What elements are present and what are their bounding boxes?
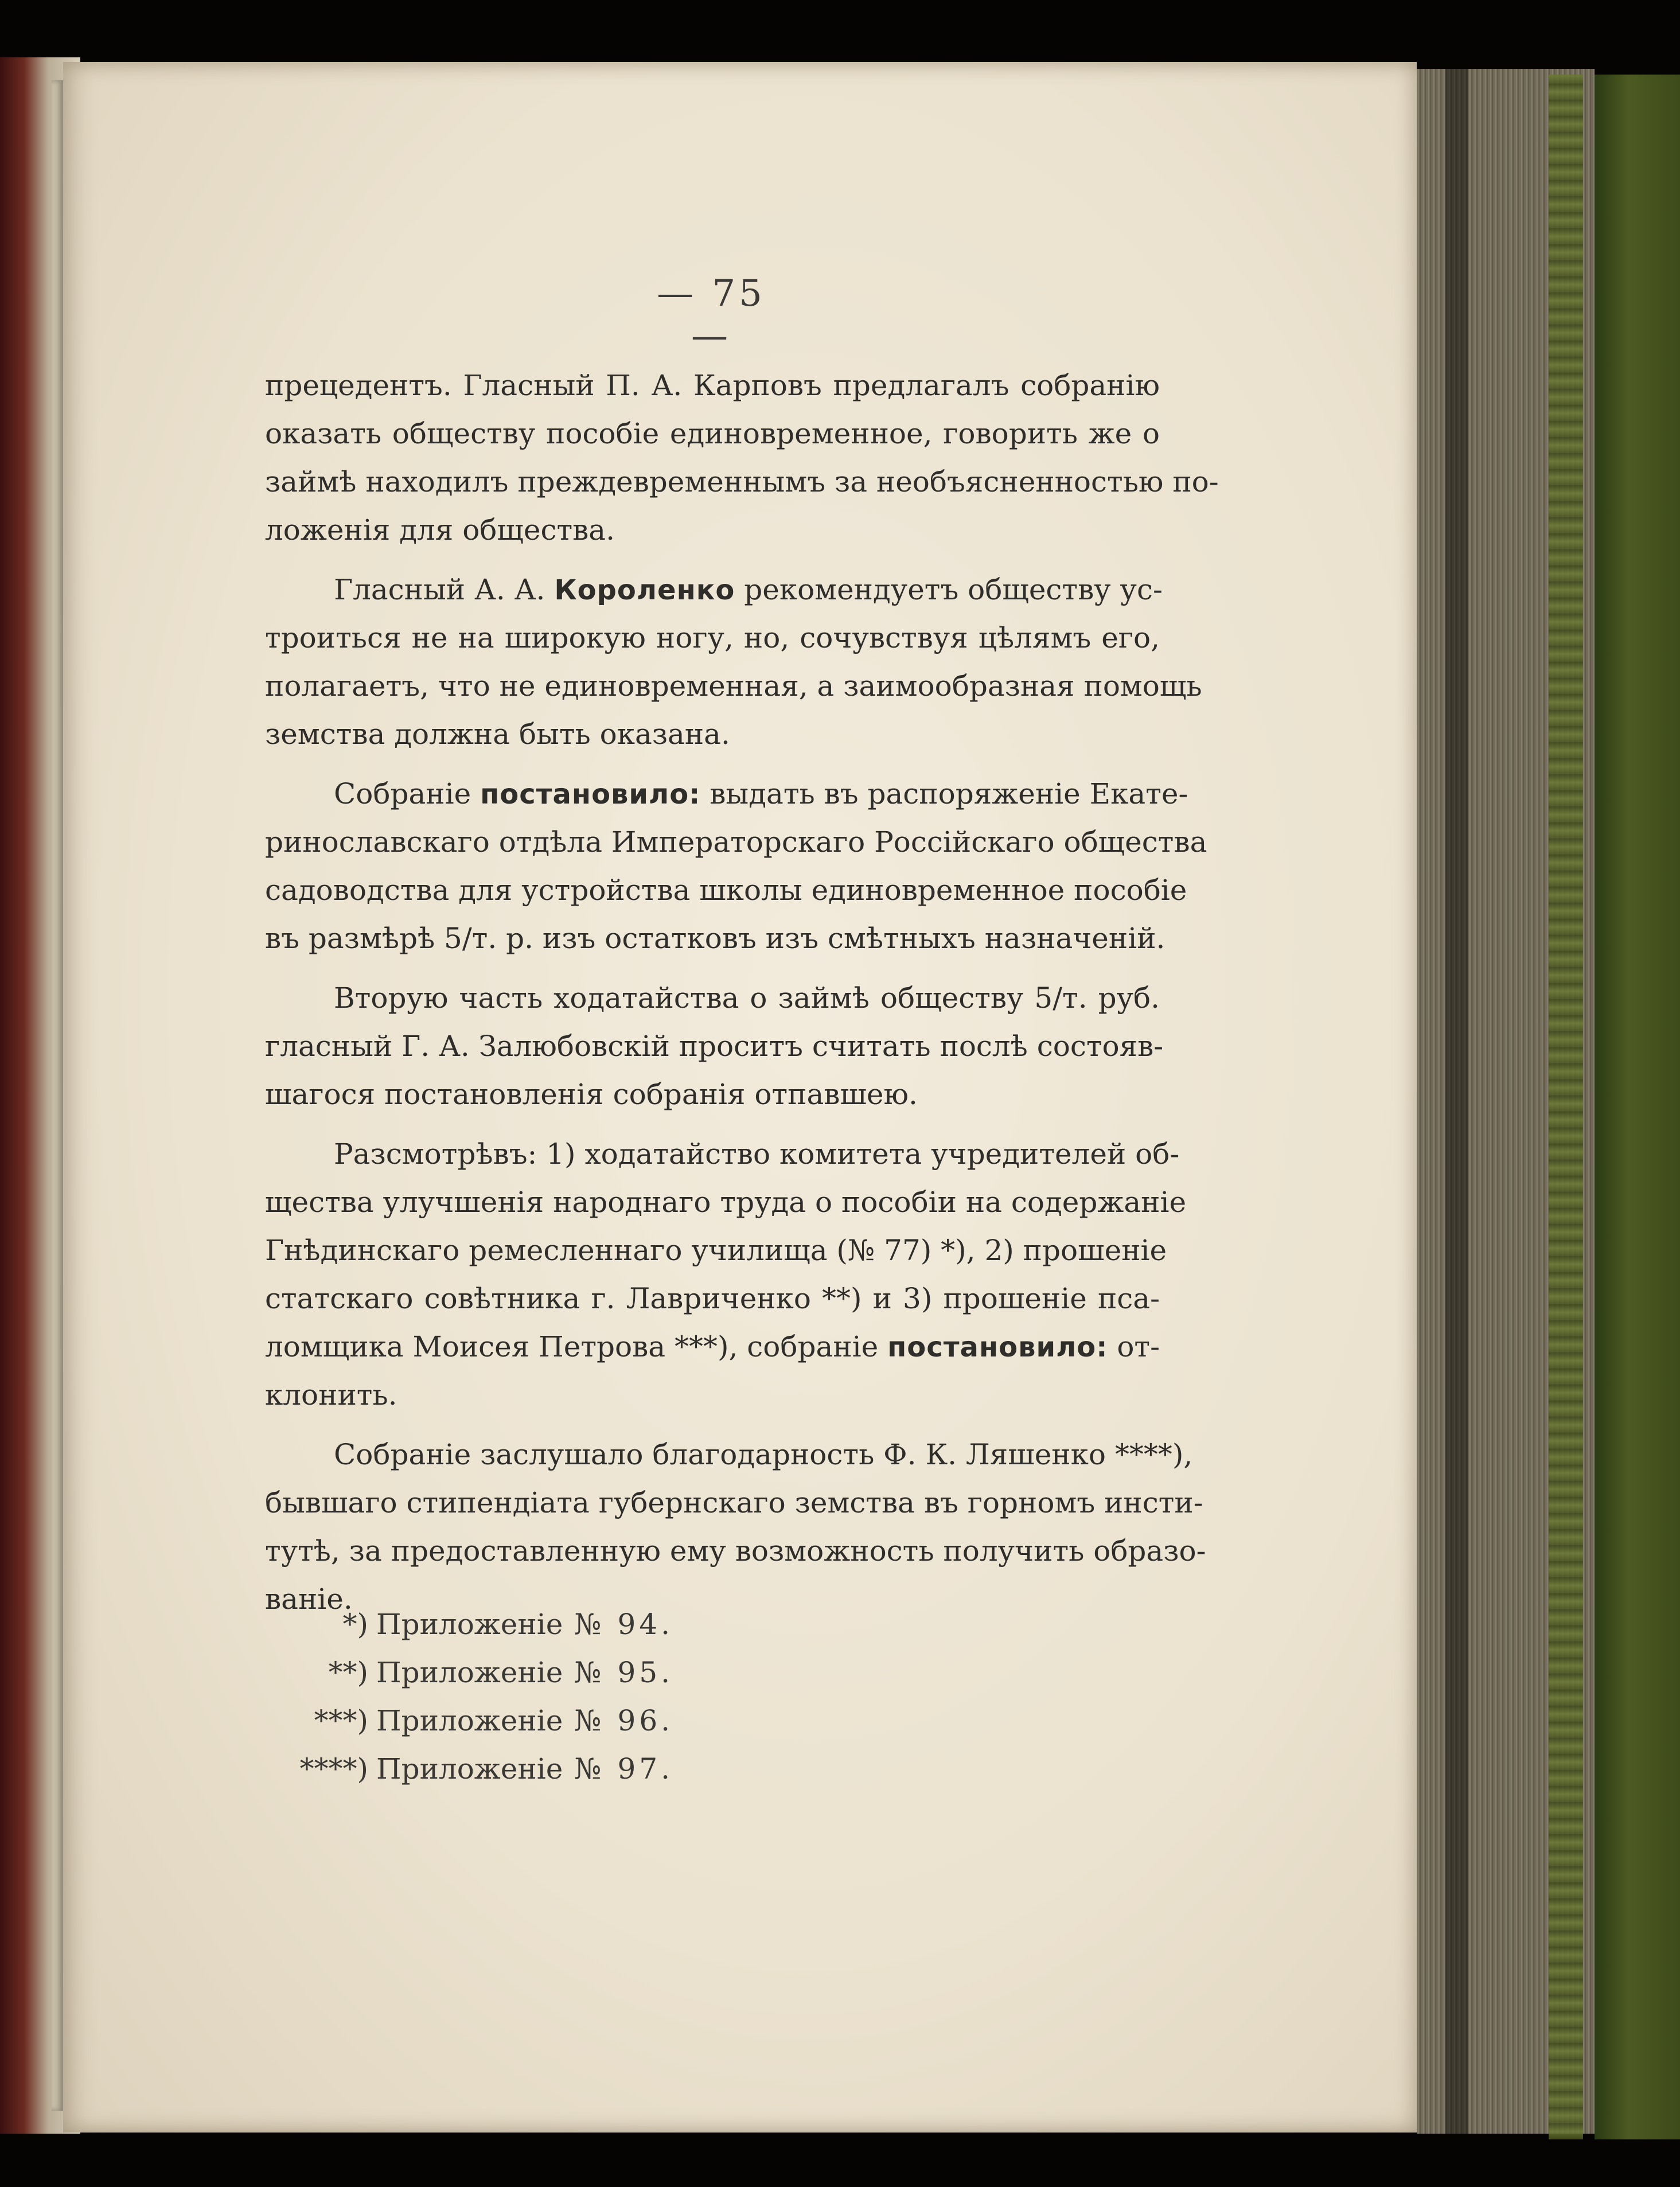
page-block-shadow [1445,69,1468,2134]
resolution-word: постановило: [480,778,701,810]
text-line: земства должна быть оказана. [265,718,730,751]
text-line: шагося постановленія собранія отпавшею. [265,1078,918,1111]
page-number: — 75 — [657,272,766,357]
text-line: ложенія для общества. [265,513,615,547]
binding-strip [1549,75,1583,2139]
text-line: щества улучшенія народнаго труда о пособіи на содержаніе [265,1186,1187,1219]
footnote: *) Приложеніе № 94. [342,1608,674,1641]
footnotes [265,1600,781,1793]
text-line: въ размѣрѣ 5/т. р. изъ остатковъ изъ смѣтныхъ назначеній. [265,922,1166,955]
name-korolenko: Короленко [554,574,735,606]
text-line: Вторую часть ходатайства о займѣ обществу 5/т. руб. [334,981,1160,1015]
text-line: оказать обществу пособіе единовременное, говорить же о [265,417,1160,450]
text-line: статскаго совѣтника г. Лавриченко **) и 3) прошеніе пса- [265,1282,1160,1315]
resolution-word: постановило: [887,1331,1108,1363]
text-line: ломщика Моисея Петрова ***), собраніе постановило: от- [265,1330,1160,1363]
text-line: гласный Г. А. Залюбовскій проситъ считать послѣ состояв- [265,1030,1164,1063]
text-line: клонить. [265,1378,397,1412]
text-line: тутѣ, за предоставленную ему возможность получить образо- [265,1534,1206,1568]
book-cover-edge [1595,75,1680,2139]
footnote: ***) Приложеніе № 96. [314,1704,674,1737]
text-line: бывшаго стипендіата губернскаго земства въ горномъ инсти- [265,1486,1203,1519]
text-line: Собраніе заслушало благодарность Ф. К. Ляшенко ****), [334,1438,1193,1471]
footnote: ****) Приложеніе № 97. [299,1752,674,1786]
text-line: ринославскаго отдѣла Императорскаго Россійскаго общества [265,825,1207,859]
text-line: Разсмотрѣвъ: 1) ходатайство комитета учредителей об- [334,1137,1180,1171]
text-line: займѣ находилъ преждевременнымъ за необъясненностью по- [265,465,1219,498]
footnote: **) Приложеніе № 95. [328,1656,674,1689]
text-line: ваніе. [265,1582,353,1616]
text-line: Гнѣдинскаго ремесленнаго училища (№ 77) *), 2) прошеніе [265,1234,1167,1267]
page-body [265,361,1219,1623]
text-line: Собраніе постановило: выдать въ распоряженіе Екате- [334,777,1188,810]
text-line: троиться не на широкую ногу, но, сочувствуя цѣлямъ его, [265,621,1160,654]
text-line: садоводства для устройства школы единовременное пособіе [265,874,1187,907]
book-spine-shadow [52,80,63,2111]
text-line: прецедентъ. Гласный П. А. Карповъ предлагалъ собранію [265,369,1160,402]
text-line: полагаетъ, что не единовременная, а заимообразная помощь [265,669,1202,703]
text-line: Гласный А. А. Короленко рекомендуетъ обществу ус- [334,573,1163,606]
